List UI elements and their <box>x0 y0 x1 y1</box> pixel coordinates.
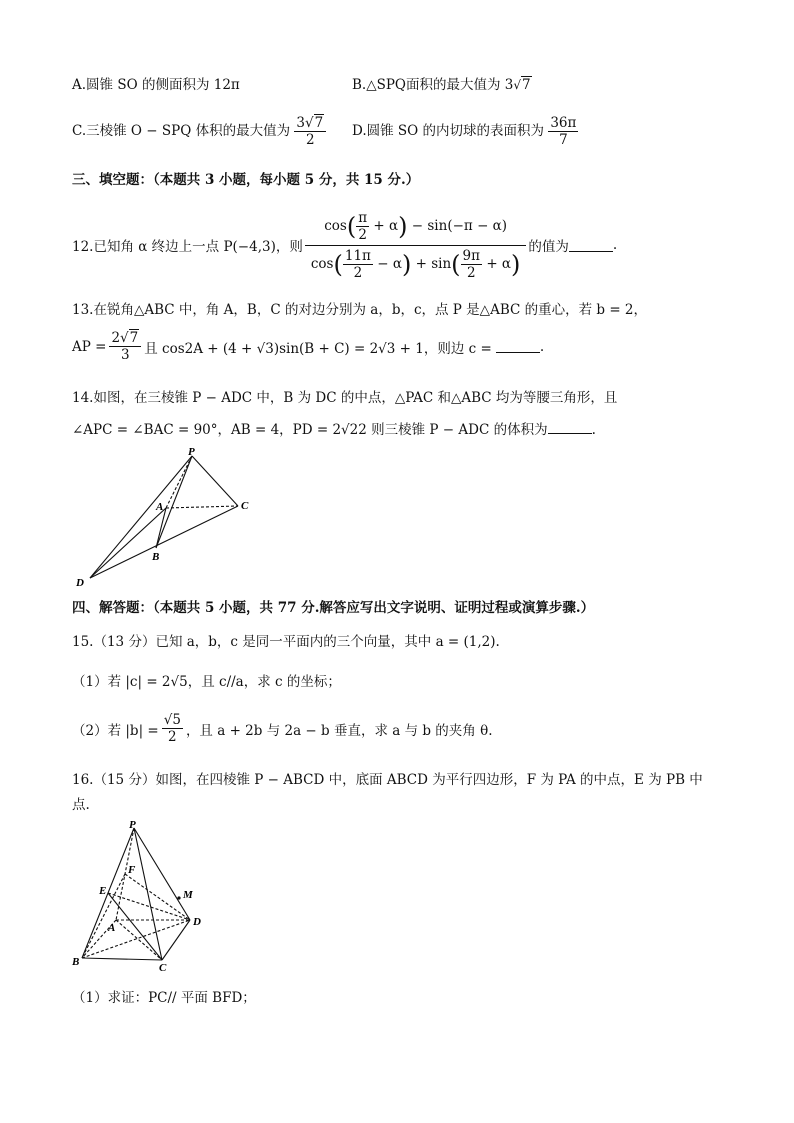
question-15-part1: （1）若 |c| = 2√5，且 c//a，求 c 的坐标； <box>72 674 341 690</box>
edge-pc <box>134 828 162 960</box>
question-14-line2: ∠APC = ∠BAC = 90°，AB = 4，PD = 2√22 则三棱锥 P − ADC 的体积为 . <box>72 422 596 438</box>
segment-ec <box>108 893 162 960</box>
edge-pc <box>192 456 238 506</box>
label-m: M <box>183 889 193 901</box>
edge-pd <box>134 828 190 920</box>
edge-ac <box>166 506 238 508</box>
label-c: C <box>159 962 167 973</box>
section-4-heading: 四、解答题：（本题共 5 小题，共 77 分.解答应写出文字说明、证明过程或演算步骤.） <box>72 600 595 616</box>
q13-answer-blank <box>496 340 540 353</box>
figure-pyramid-pabcd <box>68 818 218 973</box>
label-a: A <box>108 922 116 934</box>
option-d-text: D.圆锥 SO 的内切球的表面积为 <box>352 123 545 139</box>
label-d: D <box>76 577 84 588</box>
question-16-line1: 16.（15 分）如图，在四棱锥 P − ABCD 中，底面 ABCD 为平行四边形，F 为 PA 的中点，E 为 PB 中 <box>72 772 703 788</box>
q12-fraction: cos( $\frac{\pi}{2}$ + α) − sin(−π − α) cos( $\frac{11\pi}{2}$ − α) + sin( $\frac{9\pi}{2}$ + α) <box>305 210 527 281</box>
edge-ad <box>90 508 166 578</box>
q12-answer-blank <box>569 239 613 252</box>
option-d <box>352 115 578 148</box>
edge-pd <box>90 456 192 578</box>
question-13-line1: 13.在锐角△ABC 中，角 A，B，C 的对边分别为 a，b，c，点 P 是△ABC 的重心，若 b = 2， <box>72 302 648 318</box>
q12-prefix: 12.已知角 α 终边上一点 P(−4,3)，则 <box>72 239 303 255</box>
label-c: C <box>241 500 249 512</box>
question-15-intro: 15.（13 分）已知 a，b，c 是同一平面内的三个向量，其中 a = (1,2). <box>72 634 500 650</box>
option-c-fraction: $\frac{3√7}{2}$ <box>294 115 326 148</box>
label-b: B <box>152 551 160 563</box>
question-12: 12.已知角 α 终边上一点 P(−4,3)，则 cos( $\frac{\pi}{2}$ + α) − sin(−π − α) cos( $\frac{11\pi}{2}$ − α) + sin( $\frac{9\pi}{2}$ + α) 的值为 . <box>72 209 618 281</box>
question-16-line2: 点. <box>72 797 90 813</box>
point-m <box>177 896 180 899</box>
question-16-part1: （1）求证：PC// 平面 BFD； <box>72 990 256 1006</box>
label-p: P <box>188 448 195 458</box>
q15-b-fraction: $\frac{√5}{2}$ <box>163 712 181 745</box>
edge-bd <box>82 920 190 958</box>
label-f: F <box>128 864 136 876</box>
question-15-part2: （2）若 |b| = $\frac{√5}{2}$ ，且 a + 2b 与 2a − b 垂直，求 a 与 b 的夹角 θ. <box>72 712 493 745</box>
label-p: P <box>129 819 136 831</box>
question-14-line1: 14.如图，在三棱锥 P − ADC 中，B 为 DC 的中点，△PAC 和△ABC 均为等腰三角形，且 <box>72 390 618 406</box>
option-a-text: A.圆锥 SO 的侧面积为 12π <box>72 77 240 93</box>
option-d-fraction: $\frac{36\pi}{7}$ <box>550 115 577 148</box>
figure-pyramid-padc <box>70 448 270 588</box>
label-e: E <box>99 885 107 897</box>
q13-ap-fraction: $\frac{2√7}{3}$ <box>109 330 141 363</box>
label-b: B <box>72 956 80 968</box>
option-c <box>72 115 326 148</box>
segment-fd <box>125 874 190 920</box>
section-3-heading: 三、填空题：（本题共 3 小题，每小题 5 分，共 15 分.） <box>72 172 420 188</box>
label-a: A <box>156 501 164 513</box>
option-c-text: C.三棱锥 O − SPQ 体积的最大值为 <box>72 123 291 139</box>
q14-answer-blank <box>548 421 592 434</box>
option-a <box>72 73 240 93</box>
edge-bc <box>82 958 162 960</box>
question-13-line2: AP = $\frac{2√7}{3}$ 且 cos2A + (4 + √3)sin(B + C) = 2√3 + 1，则边 c = . <box>72 330 545 363</box>
option-b-text: B.△SPQ面积的最大值为 3 <box>352 77 514 93</box>
edge-cd <box>162 920 190 960</box>
label-d: D <box>193 916 201 928</box>
option-b: B.△SPQ面积的最大值为 3√7 <box>352 77 531 93</box>
option-b-radicand: 7 <box>522 77 531 93</box>
